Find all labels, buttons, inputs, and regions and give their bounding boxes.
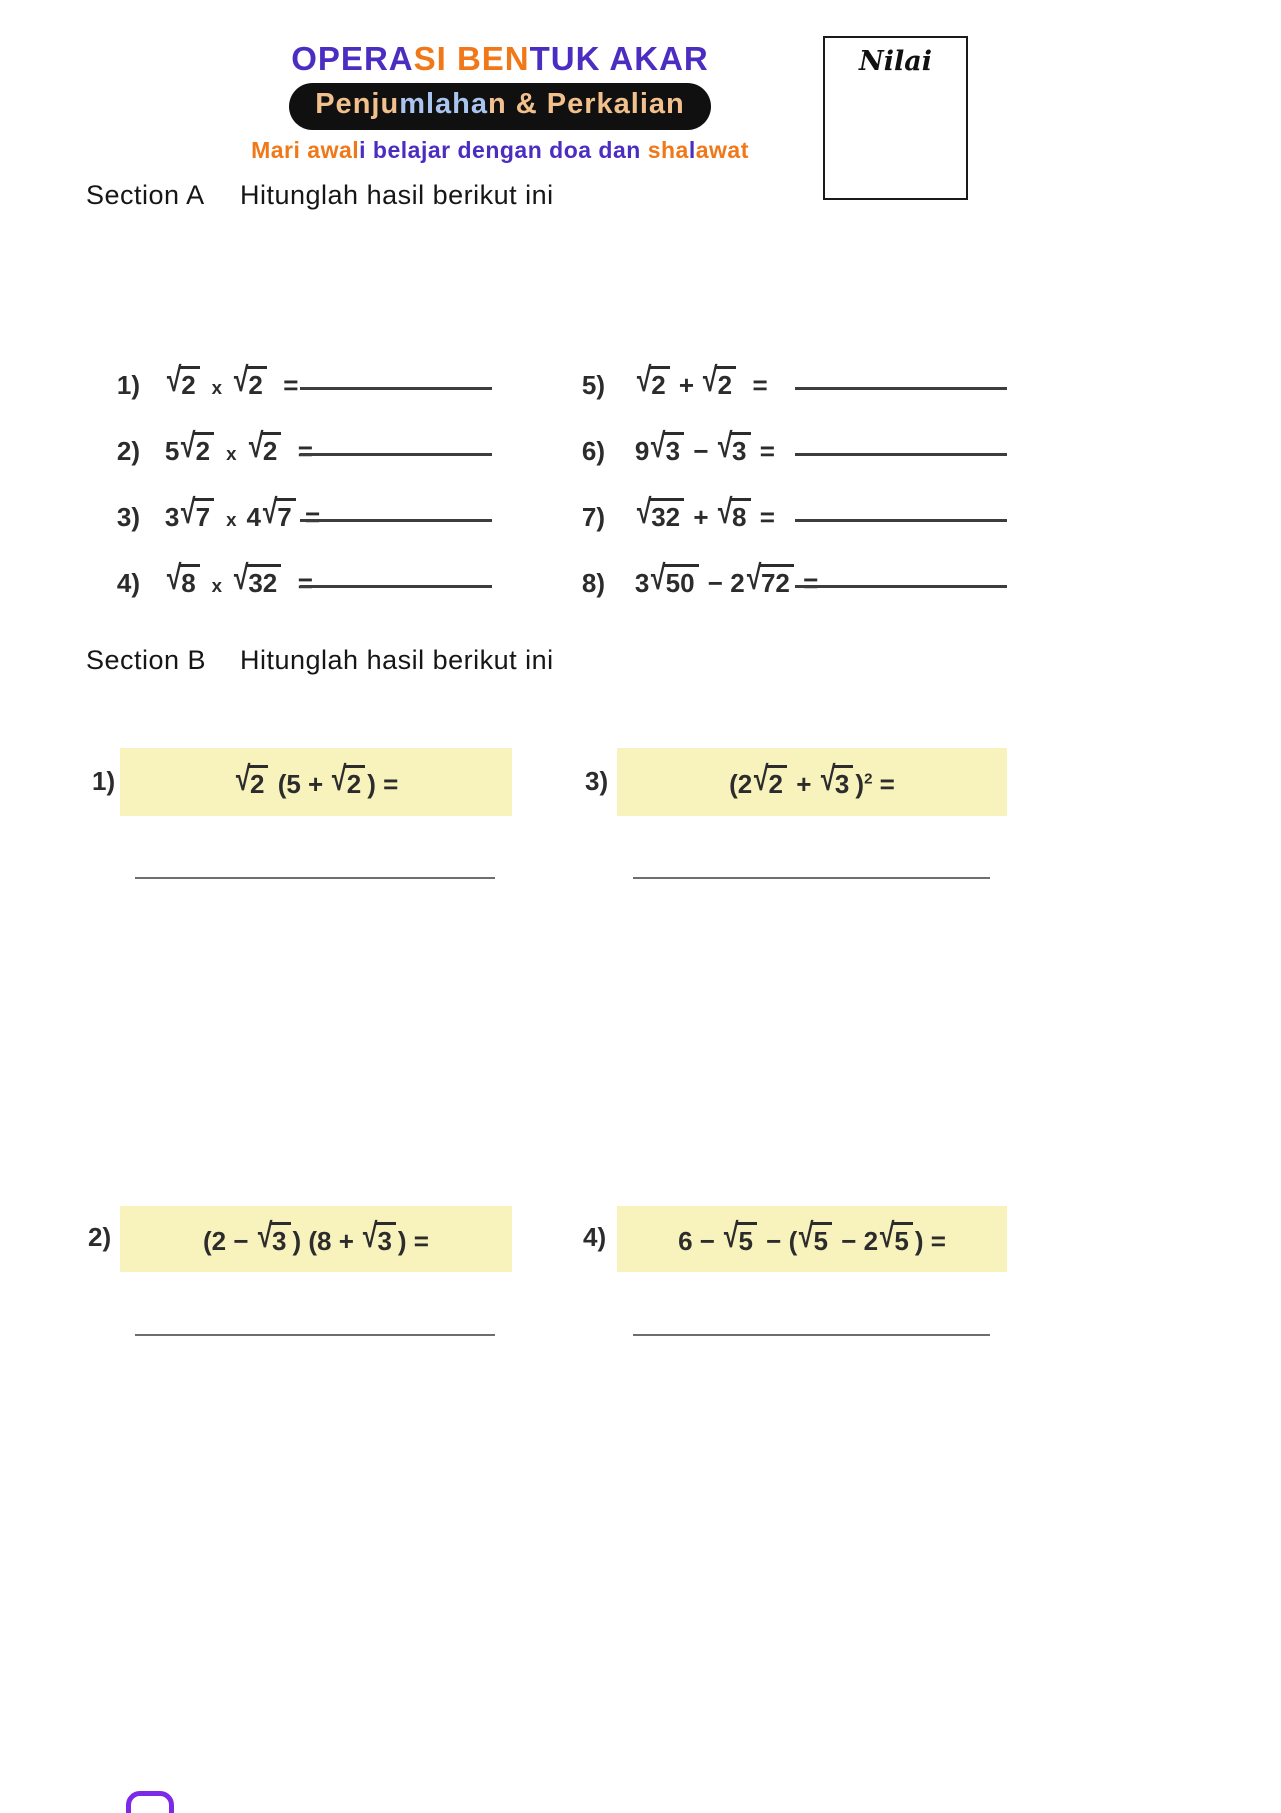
problem-row-a8 bbox=[553, 533, 818, 630]
problem-expression: √2 x √2 = bbox=[166, 359, 299, 400]
problem-expression: √2 + √2 = bbox=[636, 359, 768, 400]
problem-row-a4 bbox=[88, 533, 313, 630]
problem-number-b3: 3) bbox=[585, 766, 609, 796]
answer-line-a6[interactable] bbox=[795, 453, 1007, 456]
section-a-instruction: Hitunglah hasil berikut ini bbox=[240, 180, 554, 210]
problem-number: 8) bbox=[581, 568, 606, 598]
problem-number-b1: 1) bbox=[92, 766, 116, 796]
answer-line-a2[interactable] bbox=[300, 453, 492, 456]
subtitle-motto: Mari awali belajar dengan doa dan shalawat bbox=[251, 137, 749, 164]
problem-number: 3) bbox=[116, 502, 141, 532]
score-box bbox=[823, 36, 968, 200]
problem-number-b4: 4) bbox=[583, 1222, 607, 1252]
score-box-label: Nilai bbox=[859, 46, 932, 77]
problem-number-b2: 2) bbox=[88, 1222, 112, 1252]
header bbox=[250, 38, 750, 164]
answer-line-a8[interactable] bbox=[795, 585, 1007, 588]
problem-expression: √2 (5 + √2 ) = bbox=[235, 757, 399, 799]
worksheet-title: OPERASI BENTUK AKAR bbox=[291, 40, 709, 77]
highlight-box-b3 bbox=[617, 748, 1007, 816]
answer-line-a1[interactable] bbox=[300, 387, 492, 390]
subtitle-pill: Penjumlahan & Perkalian bbox=[289, 83, 711, 130]
highlight-box-b1 bbox=[120, 748, 512, 816]
answer-line-a3[interactable] bbox=[300, 519, 492, 522]
answer-line-b2[interactable] bbox=[135, 1334, 495, 1336]
problem-expression: 3√50 − 2√72 = bbox=[634, 557, 819, 598]
problem-expression: (2 − √3 ) (8 + √3 ) = bbox=[203, 1214, 429, 1256]
problem-number: 5) bbox=[581, 370, 606, 400]
section-b-instruction: Hitunglah hasil berikut ini bbox=[240, 645, 554, 675]
answer-line-b4[interactable] bbox=[633, 1334, 990, 1336]
answer-line-a7[interactable] bbox=[795, 519, 1007, 522]
problem-expression: 3√7 x 4√7 = bbox=[164, 491, 321, 532]
highlight-box-b2 bbox=[120, 1206, 512, 1272]
problem-number: 2) bbox=[116, 436, 141, 466]
problem-expression: √8 x √32 = bbox=[166, 557, 313, 598]
problem-number: 1) bbox=[116, 370, 141, 400]
section-b-label: Section B bbox=[86, 645, 207, 675]
app-logo-icon bbox=[126, 1791, 174, 1813]
answer-line-b1[interactable] bbox=[135, 877, 495, 879]
answer-line-a4[interactable] bbox=[300, 585, 492, 588]
answer-line-b3[interactable] bbox=[633, 877, 990, 879]
problem-expression: 6 − √5 − (√5 − 2√5 ) = bbox=[678, 1214, 946, 1256]
answer-line-a5[interactable] bbox=[795, 387, 1007, 390]
highlight-box-b4 bbox=[617, 1206, 1007, 1272]
problem-expression: 9√3 − √3 = bbox=[634, 425, 775, 466]
problem-number: 7) bbox=[581, 502, 606, 532]
problem-expression: (2√2 + √3 )$^2$ = bbox=[729, 757, 895, 799]
section-a-label: Section A bbox=[86, 180, 205, 210]
problem-expression: √32 + √8 = bbox=[636, 491, 775, 532]
problem-number: 4) bbox=[116, 568, 141, 598]
problem-expression: 5√2 x √2 = bbox=[164, 425, 313, 466]
problem-number: 6) bbox=[581, 436, 606, 466]
